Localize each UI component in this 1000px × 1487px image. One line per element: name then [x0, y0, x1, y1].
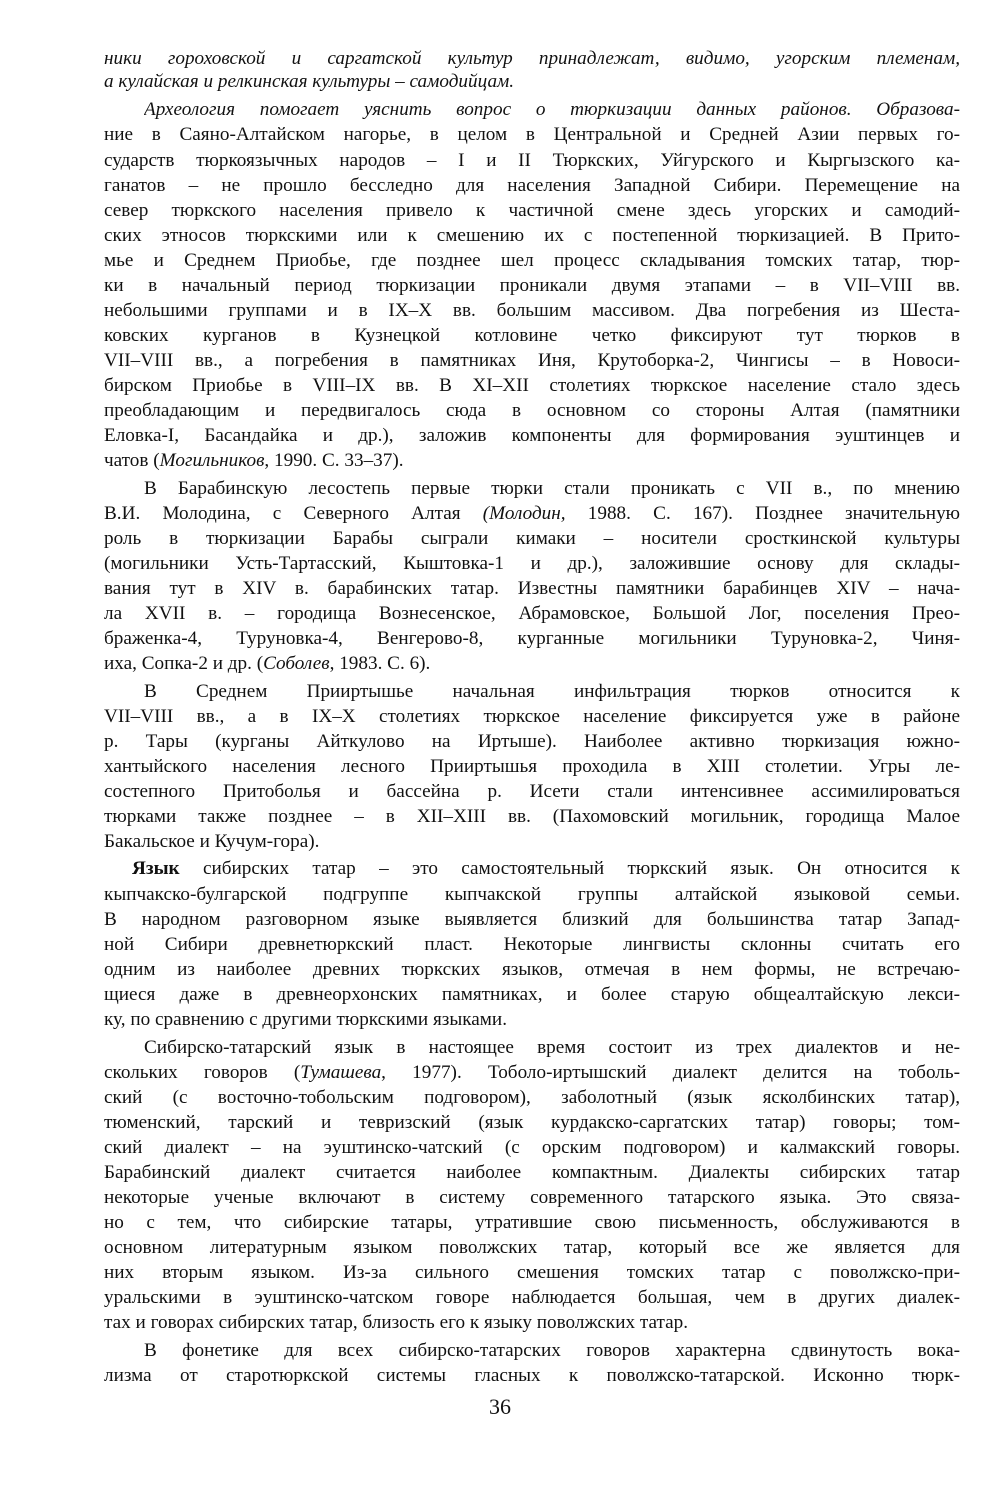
text-line — [104, 200, 960, 224]
text-run: , 1977). Тоболо-иртышский диалект делится на тоболь- — [381, 1062, 960, 1083]
text-line — [104, 603, 960, 627]
text-run: Еловка-I, Басандайка и др.), заложив компоненты для формирования эуштинцев и — [104, 425, 960, 446]
text-run: роль в тюркизации Барабы сыграли кимаки – носители сросткинской культуры — [104, 528, 960, 549]
text-line — [144, 1037, 960, 1061]
text-run: уральскими в эуштинско-чатском говоре наблюдается большая, чем в других диалек- — [104, 1287, 960, 1308]
text-run: В Барабинскую лесостепь первые тюрки стали проникать с VII в., по мнению — [144, 478, 960, 499]
text-run: ники гороховской и саргатской культур принадлежат, видимо, угорским племенам, — [104, 48, 960, 69]
text-line — [104, 350, 960, 374]
text-line — [144, 478, 960, 502]
text-run: (могильники Усть-Тартасский, Кыштовка-1 и др.), заложившие основу для склады- — [104, 553, 960, 574]
text-run: сибирских татар – это самостоятельный тюркский язык. Он относится к — [179, 858, 960, 879]
text-line — [104, 528, 960, 552]
text-run: 1988. С. 167). Позднее значительную — [565, 503, 960, 524]
text-run: VII–VIII вв., а погребения в памятниках Иня, Крутоборка-2, Чингисы – в Новоси- — [104, 350, 960, 371]
text-run: ковских курганов в Кузнецкой котловине четко фиксируют тут тюрков в — [104, 325, 960, 346]
text-run: В фонетике для всех сибирско-татарских говоров характерна сдвинутость вока- — [144, 1340, 960, 1361]
text-run: , 1983. С. 6). — [329, 653, 431, 674]
text-run: р. Тары (курганы Айткулово на Иртыше). Наиболее активно тюркизация южно- — [104, 731, 960, 752]
text-line — [104, 1212, 960, 1236]
text-line — [104, 909, 960, 933]
text-run: Бакальское и Кучум-гора). — [104, 831, 320, 852]
text-line — [104, 831, 319, 855]
text-line — [104, 325, 960, 349]
text-line — [104, 175, 960, 199]
text-line — [104, 225, 960, 249]
text-run: мье и Среднем Приобье, где позднее шел процесс складывания томских татар, тюр- — [104, 250, 960, 271]
text-run: Язык — [132, 858, 180, 879]
text-line — [132, 858, 960, 882]
text-line — [104, 984, 960, 1008]
text-line — [104, 150, 960, 174]
text-run: лизма от старотюркской системы гласных к поволжско-татарской. Исконно тюрк- — [104, 1365, 960, 1386]
text-line — [104, 1162, 960, 1186]
text-run: кыпчакско-булгарской подгруппе кыпчакской группы алтайской языковой семьи. — [104, 884, 960, 905]
text-run: В Среднем Прииртышье начальная инфильтрация тюрков относится к — [144, 681, 960, 702]
text-run: вания тут в XIV в. барабинских татар. Известны памятники барабинцев XIV – нача- — [104, 578, 960, 599]
text-run: В.И. Молодина, с Северного Алтая — [104, 503, 483, 524]
text-line — [104, 731, 960, 755]
text-line — [104, 959, 960, 983]
page-number: 36 — [489, 1394, 511, 1419]
text-run: , 1990. С. 33–37). — [264, 450, 404, 471]
text-run: Барабинский диалект считается наиболее компактным. Диалекты сибирских татар — [104, 1162, 960, 1183]
text-line — [104, 1187, 960, 1211]
text-run: хантыйского населения лесного Прииртышья проходила в XIII столетии. Угры ле- — [104, 756, 960, 777]
text-line — [104, 250, 960, 274]
text-line — [104, 934, 960, 958]
text-run: скольких говоров ( — [104, 1062, 301, 1083]
text-line — [104, 1137, 960, 1161]
text-run: ной Сибири древнетюркский пласт. Некоторые лингвисты склонны считать его — [104, 934, 960, 955]
text-run: а кулайская и релкинская культуры – самодийцам. — [104, 71, 515, 92]
text-run: некоторые ученые включают в систему современного татарского языка. Это связа- — [104, 1187, 960, 1208]
text-line — [104, 553, 960, 577]
text-line — [104, 781, 960, 805]
text-run: тах и говорах сибирских татар, близость его к языку поволжских татар. — [104, 1312, 689, 1333]
text-line — [144, 1340, 960, 1364]
text-run: браженка-4, Туруновка-4, Венгерово-8, курганные могильники Туруновка-2, Чиня- — [104, 628, 960, 649]
text-line — [144, 681, 960, 705]
text-line — [104, 375, 960, 399]
text-run: ние в Саяно-Алтайском нагорье, в целом в Центральной и Средней Азии первых го- — [104, 124, 960, 145]
text-run: ский диалект – на эуштинско-чатский (с орским подговором) и калмакский говоры. — [104, 1137, 960, 1158]
text-run: сударств тюркоязычных народов – I и II Тюркских, Уйгурского и Кыргызского ка- — [104, 150, 960, 171]
text-line — [104, 71, 514, 95]
text-line — [104, 1237, 960, 1261]
text-run: Могильников — [159, 450, 265, 471]
text-run: щиеся даже в древнеорхонских памятниках, и более старую общеалтайскую лекси- — [104, 984, 960, 1005]
text-line — [104, 653, 430, 677]
text-run: иха, Сопка-2 и др. ( — [104, 653, 264, 674]
text-line — [104, 628, 960, 652]
text-line — [104, 706, 960, 730]
text-run: ганатов – не прошло бесследно для населения Западной Сибири. Перемещение на — [104, 175, 960, 196]
text-line — [144, 99, 960, 123]
text-line — [104, 400, 960, 424]
text-line — [104, 503, 960, 527]
text-line — [104, 124, 960, 148]
text-run: тюменский, тарский и тевризский (язык курдакско-саргатских татар) говоры; том- — [104, 1112, 960, 1133]
text-run: основном литературным языком поволжских татар, который все же является для — [104, 1237, 960, 1258]
text-line — [104, 300, 960, 324]
text-run: ки в начальный период тюркизации проникали двумя этапами – в VII–VIII вв. — [104, 275, 960, 296]
text-line — [104, 578, 960, 602]
text-line — [104, 1365, 960, 1389]
text-run: VII–VIII вв., а в IX–X столетиях тюркское население фиксируется уже в районе — [104, 706, 960, 727]
text-run: чатов ( — [104, 450, 160, 471]
text-run: них вторым языком. Из-за сильного смешения томских татар с поволжско-при- — [104, 1262, 960, 1283]
text-line — [104, 806, 960, 830]
text-run: север тюркского населения привело к частичной смене здесь угорских и самодий- — [104, 200, 960, 221]
text-run: небольшими группами и в IX–X вв. большим массивом. Два погребения из Шеста- — [104, 300, 960, 321]
text-run: бирском Приобье в VIII–IX вв. В XI–XII столетиях тюркское население стало здесь — [104, 375, 960, 396]
text-run: (Молодин, — [482, 503, 566, 524]
text-run: состепного Притоболья и бассейна р. Исети стали интенсивнее ассимилироваться — [104, 781, 960, 802]
text-line — [104, 1087, 960, 1111]
text-line — [104, 1009, 507, 1033]
text-line — [104, 1262, 960, 1286]
text-run: но с тем, что сибирские татары, утратившие свою письменность, обслуживаются в — [104, 1212, 960, 1233]
text-run: преобладающим и передвигалось сюда в основном со стороны Алтая (памятники — [104, 400, 960, 421]
text-run: ский (с восточно-тобольским подговором), заболотный (язык ясколбинских татар), — [104, 1087, 960, 1108]
text-run: ла XVII в. – городища Вознесенское, Абрамовское, Большой Лог, поселения Прео- — [104, 603, 960, 624]
text-run: ку, по сравнению с другими тюркскими языками. — [104, 1009, 507, 1030]
text-run: Сибирско-татарский язык в настоящее время состоит из трех диалектов и не- — [144, 1037, 960, 1058]
text-run: В народном разговорном языке выявляется близкий для большинства татар Запад- — [104, 909, 960, 930]
text-run: Археология помогает уяснить вопрос о тюркизации данных районов. Образова- — [144, 99, 960, 120]
text-line — [104, 48, 960, 72]
text-line — [104, 1287, 960, 1311]
text-line — [104, 1062, 960, 1086]
text-run: ских этносов тюркскими или к смешению их с постепенной тюркизацией. В Прито- — [104, 225, 960, 246]
text-line — [104, 425, 960, 449]
text-line — [104, 450, 404, 474]
text-run: Соболев — [263, 653, 330, 674]
text-run: Тумашева — [300, 1062, 382, 1083]
text-line — [104, 884, 960, 908]
text-line — [104, 756, 960, 780]
text-line — [104, 1112, 960, 1136]
text-line — [104, 1312, 688, 1336]
text-line — [104, 275, 960, 299]
text-run: одним из наиболее древних тюркских языков, отмечая в нем формы, не встречаю- — [104, 959, 960, 980]
text-run: тюрками также позднее – в XII–XIII вв. (Пахомовский могильник, городища Малое — [104, 806, 960, 827]
